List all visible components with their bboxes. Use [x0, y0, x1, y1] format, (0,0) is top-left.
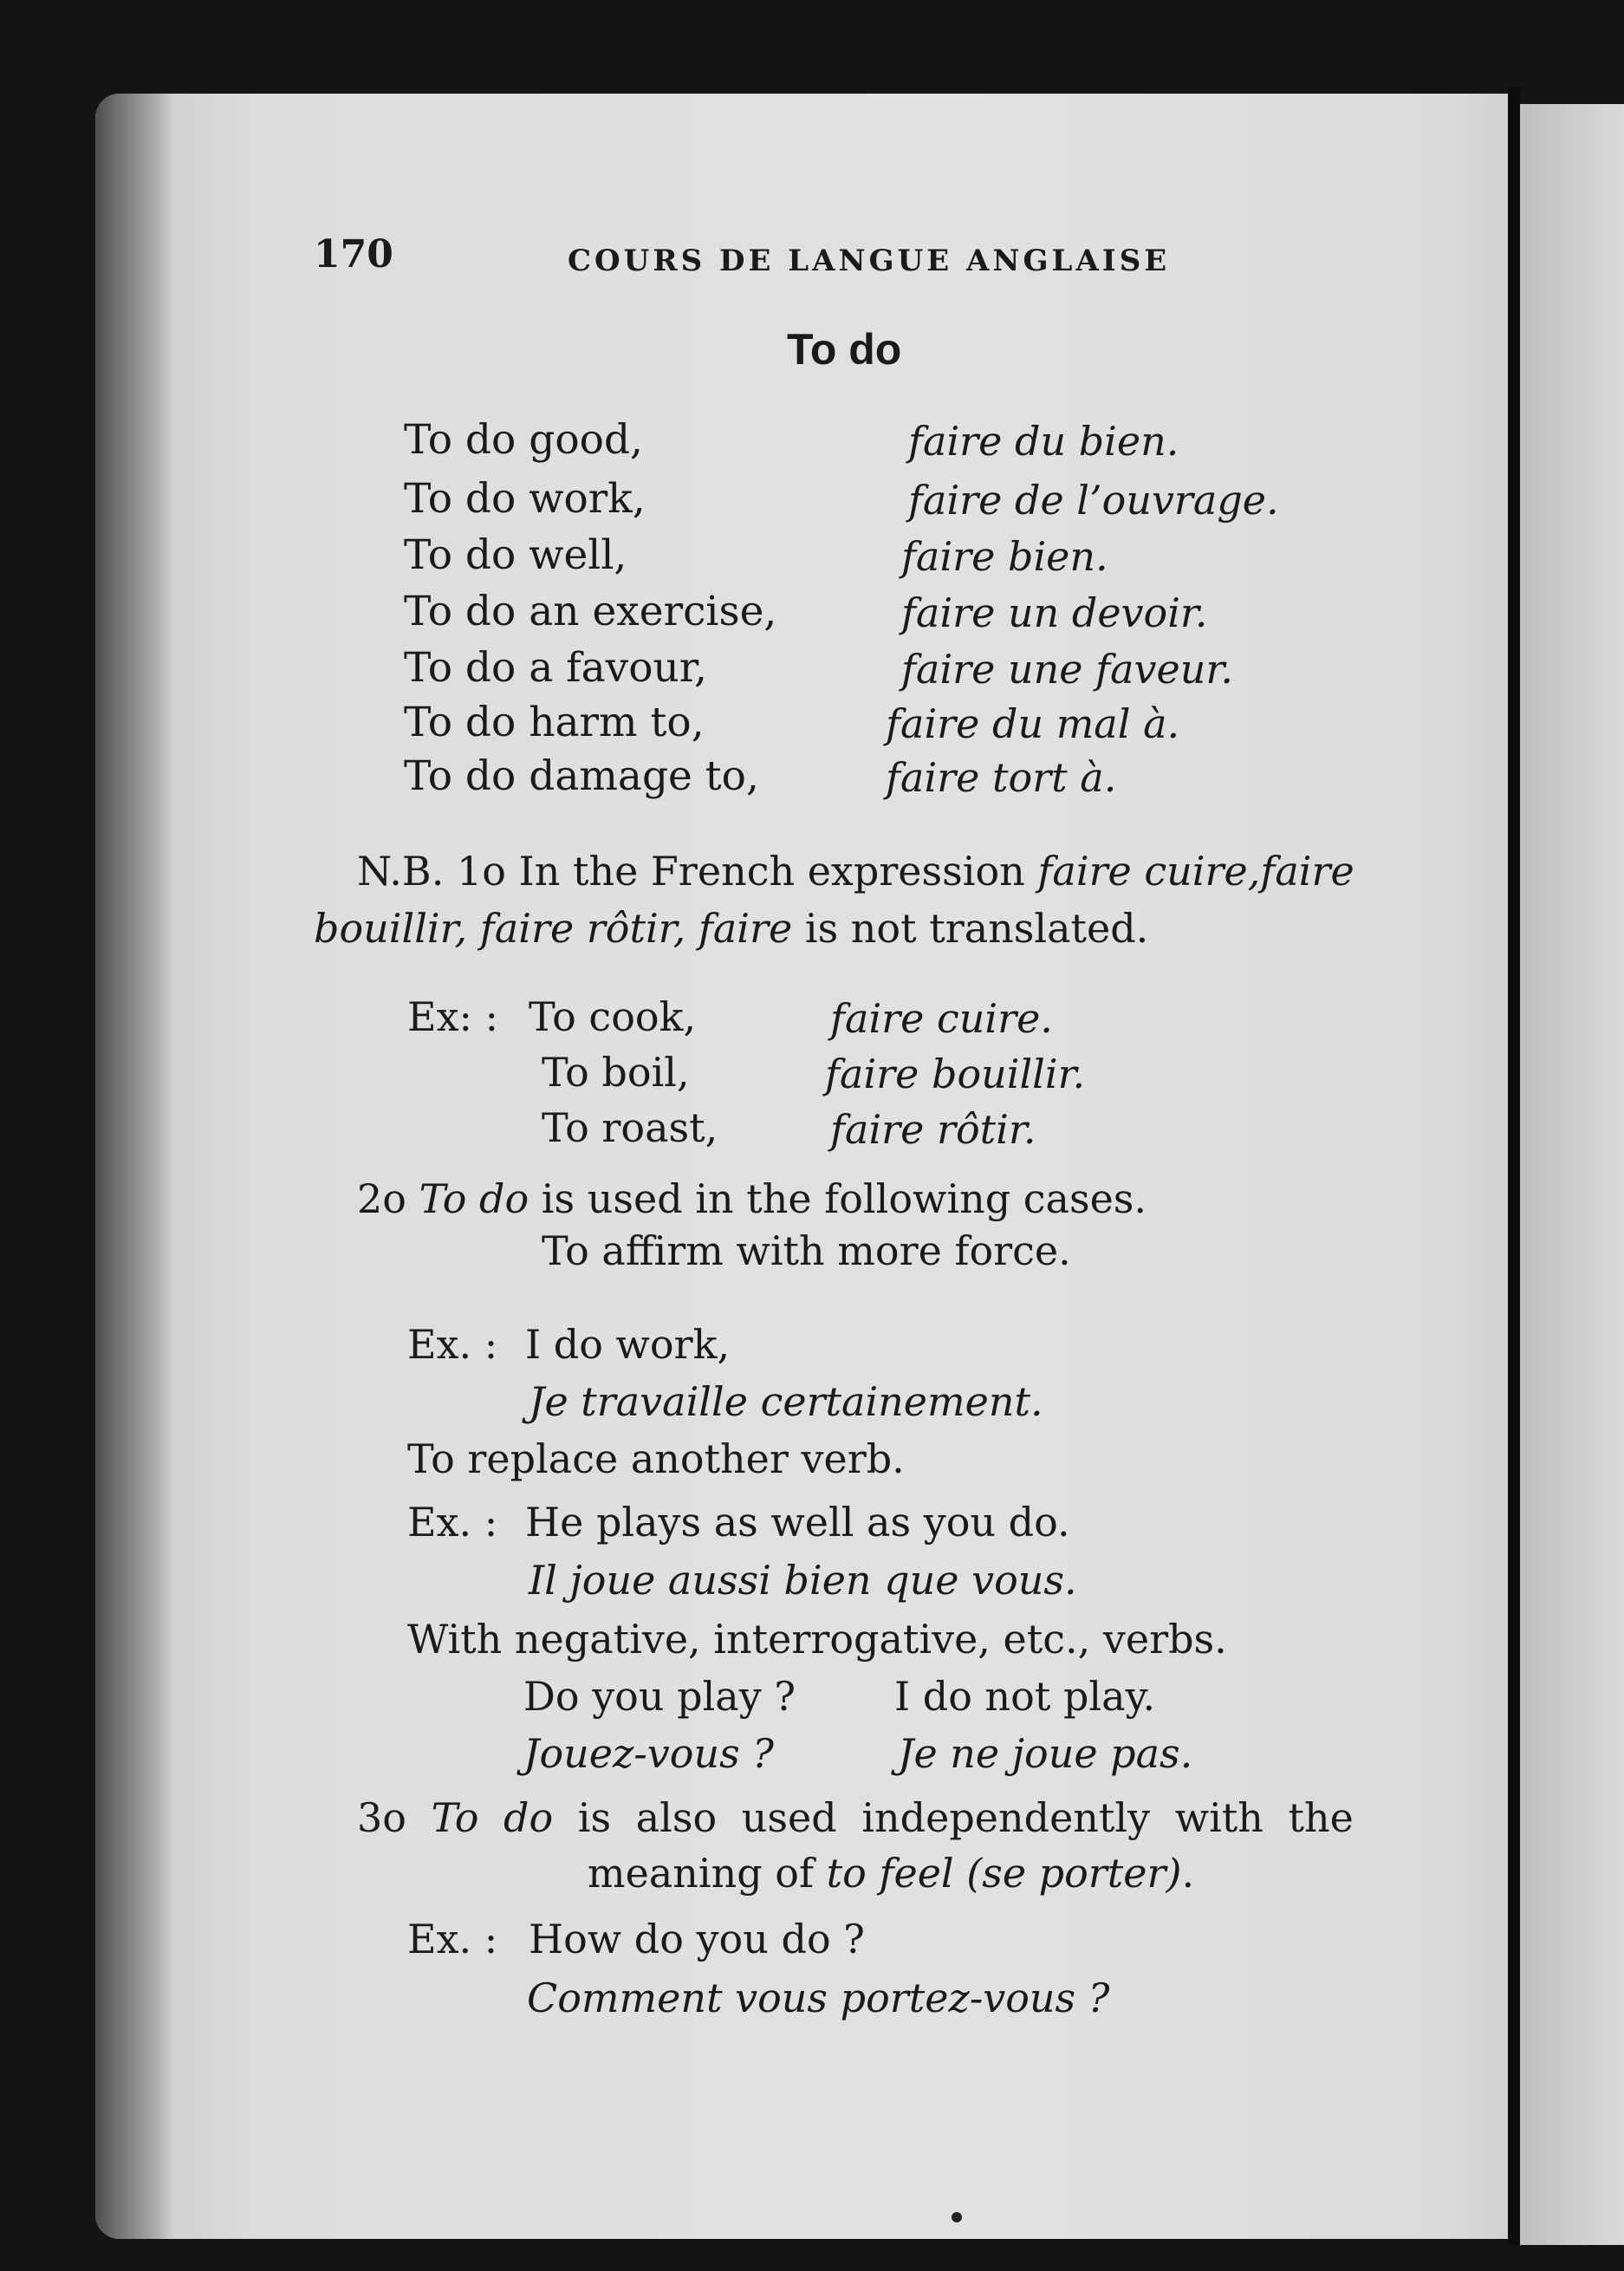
example-french: faire bouillir.	[825, 1051, 1086, 1097]
expression-french: faire une faveur.	[901, 646, 1233, 693]
expression-english: To do harm to,	[404, 699, 705, 746]
section-title: To do	[787, 325, 902, 374]
example-french: faire rôtir.	[830, 1106, 1036, 1153]
note-3-rest: is also used independently with the	[577, 1794, 1354, 1841]
note-3-text	[357, 1794, 1354, 1841]
example-english: To cook,	[529, 993, 697, 1040]
note-1-term: faire	[1260, 848, 1354, 895]
note-1-lead: N.B. 1o In the French expression	[357, 848, 1025, 895]
example-english: I do not play.	[894, 1673, 1156, 1720]
adjacent-page-edge	[1520, 104, 1624, 2245]
note-3-number: 3o	[357, 1794, 406, 1841]
example-english: To boil,	[542, 1049, 690, 1096]
example-french: Il joue aussi bien que vous.	[529, 1557, 1077, 1604]
expression-french: faire du bien.	[908, 418, 1179, 465]
expression-english: To do an exercise,	[404, 588, 777, 635]
example-french: Jouez-vous ?	[523, 1730, 774, 1777]
usage-heading: With negative, interrogative, etc., verbs.	[407, 1616, 1227, 1663]
note-3-term: to feel	[826, 1850, 954, 1897]
example-french: faire cuire.	[830, 995, 1053, 1042]
expression-french: faire tort à.	[886, 754, 1117, 801]
expression-english: To do well,	[404, 531, 627, 579]
example-label: Ex. :	[407, 1321, 498, 1368]
note-2-subheading: To affirm with more force.	[542, 1227, 1071, 1274]
example-french: Je travaille certainement.	[529, 1378, 1043, 1425]
expression-english: To do a favour,	[404, 644, 707, 692]
expression-french: faire un devoir.	[901, 589, 1208, 636]
example-english: I do work,	[525, 1321, 731, 1368]
expression-french: faire bien.	[901, 533, 1108, 580]
note-1-text	[357, 848, 1354, 895]
note-1-term: bouillir,	[314, 905, 468, 952]
example-french: Comment vous portez-vous ?	[527, 1975, 1110, 2021]
example-label: Ex: :	[407, 993, 499, 1040]
ink-speck	[952, 2212, 962, 2222]
book-binding-shadow	[95, 94, 173, 2239]
page-gutter	[1508, 87, 1520, 2245]
example-english: How do you do ?	[529, 1916, 865, 1962]
usage-heading: To replace another verb.	[407, 1435, 905, 1482]
example-english: Do you play ?	[523, 1673, 796, 1720]
example-label: Ex. :	[407, 1916, 498, 1962]
note-1-text-continued	[314, 905, 1149, 952]
note-1-term: faire rôtir,	[479, 905, 686, 952]
example-english: To roast,	[542, 1104, 718, 1151]
running-title: COURS DE LANGUE ANGLAISE	[568, 244, 1171, 278]
note-1-term: faire cuire,	[1037, 848, 1261, 895]
note-3-text-continued	[588, 1850, 1195, 1897]
example-english: He plays as well as you do.	[525, 1499, 1070, 1545]
note-1-term: faire	[698, 905, 793, 952]
note-2-number: 2o	[357, 1175, 406, 1222]
expression-english: To do damage to,	[404, 752, 759, 800]
example-label: Ex. :	[407, 1499, 498, 1545]
example-french: Je ne joue pas.	[898, 1730, 1193, 1777]
note-1-tail: is not translated.	[804, 905, 1149, 952]
note-2-text	[357, 1175, 1147, 1222]
note-3-term: To do	[431, 1794, 554, 1841]
expression-english: To do good,	[404, 416, 643, 464]
expression-french: faire de l’ouvrage.	[908, 477, 1279, 524]
expression-english: To do work,	[404, 475, 646, 523]
note-2-term: To do	[419, 1175, 529, 1222]
note-3-tail: .	[1181, 1850, 1195, 1897]
page-number: 170	[314, 232, 393, 277]
note-3-lead: meaning of	[588, 1850, 815, 1897]
note-2-rest: is used in the following cases.	[541, 1175, 1147, 1222]
expression-french: faire du mal à.	[886, 700, 1180, 747]
note-3-term: (se porter)	[966, 1850, 1182, 1897]
